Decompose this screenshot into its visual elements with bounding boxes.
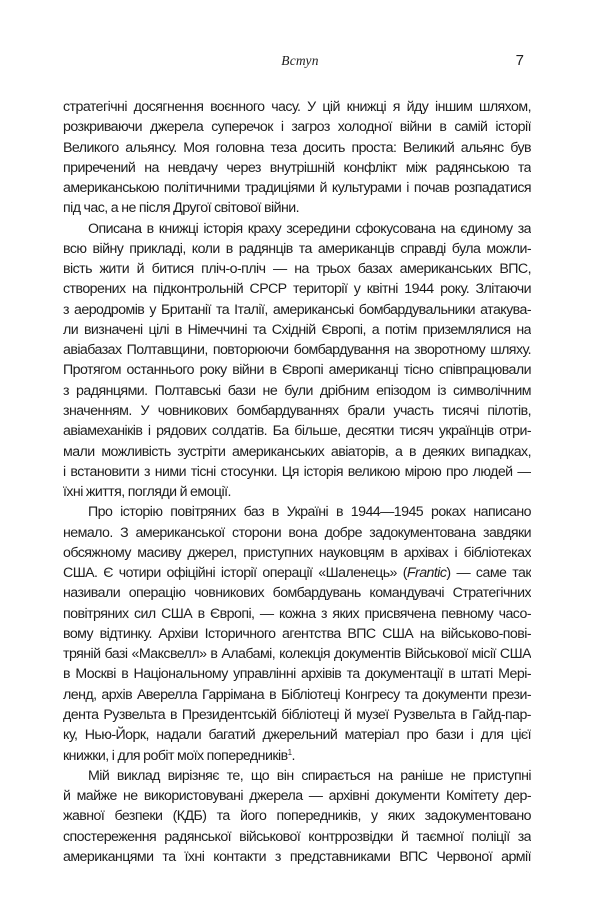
text-line: немало. З американської сторони вона добре задокументована завдяки xyxy=(63,524,531,541)
text-line: обсяжному масиву джерел, приступних науковцям в архівах і бібліотеках xyxy=(63,544,531,561)
paragraph-1 xyxy=(63,97,531,219)
text-line-with-footnote xyxy=(63,746,531,766)
text-line: Протягом останнього року війни в Європі американці тісно співпрацювали xyxy=(63,362,531,379)
text-line: приречений на невдачу через внутрішній конфлікт між радянською та xyxy=(63,159,531,176)
text-line: повітряних сил США в Європі, — кожна з яких присвячена певному часо- xyxy=(63,605,531,622)
text-line: називали операцію човникових бомбардувань командувачі Стратегічних xyxy=(63,585,531,602)
text-line: авіабазах Полтавщини, повторюючи бомбардування на зворотному шляху. xyxy=(63,342,531,359)
text-line: стратегічні досягнення воєнного часу. У цій книжці я йду іншим шляхом, xyxy=(63,99,531,115)
paragraph-4 xyxy=(63,766,531,867)
text-line: Великого альянсу. Моя головна теза досить проста: Великий альянс був xyxy=(63,139,531,156)
text-line: всю війну прикладі, коли в радянців та американців справді була можли- xyxy=(63,240,531,257)
page-number: 7 xyxy=(515,52,524,69)
text-line: вому відтинку. Архіви Історичного агентства ВПС США на військово-пові- xyxy=(63,625,531,642)
text-line: з радянцями. Полтавські бази не були дрібним епізодом із символічним xyxy=(63,382,531,399)
text-line: Про історію повітряних баз в Україні в 1944—1945 роках написано xyxy=(88,504,531,521)
text-line: значенням. У човникових бомбардуваннях брали участь тисячі пілотів, xyxy=(63,402,531,419)
text-line: американською політичними традиціями й культурами і почав розпадатися xyxy=(63,180,531,197)
paragraph-2 xyxy=(63,219,531,503)
text-line: ли визначені цілі в Німеччині та Східній Європі, а потім приземлялися на xyxy=(63,321,531,338)
text-line: в Москві в Національному управлінні архівів та документації в штаті Мері- xyxy=(63,666,531,683)
text-line: Мій виклад вирізняє те, що він спирається на раніше не приступні xyxy=(88,767,531,784)
text-line: авіамеханіків і рядових солдатів. Ба більше, десятки тисяч українців отри- xyxy=(63,423,531,440)
text-line: з аеродромів у Британії та Італії, американські бомбардувальники атакува- xyxy=(63,301,531,318)
text-line: їхні життя, погляди й емоції. xyxy=(63,484,231,501)
running-header xyxy=(0,51,600,71)
text-line: тряній базі «Максвелл» в Алабамі, колекція документів Військової місії США xyxy=(63,646,531,663)
text-line: й майже не використовувані джерела — архівні документи Комітету дер- xyxy=(63,788,531,805)
text-line: Описана в книжці історія краху зсередини сфокусована на єдиному за xyxy=(88,220,531,237)
text-segment: ) — саме так xyxy=(446,565,531,582)
text-line: мали можливість зустріти американських авіаторів, а в деяких випадках, xyxy=(63,443,531,460)
text-line: і встановити з ними тісні стосунки. Ця історія великою мірою про людей — xyxy=(63,463,531,480)
text-line: під час, а не після Другої світової війни. xyxy=(63,200,299,217)
text-line: розкриваючи джерела суперечок і загроз холодної війни в самій історії xyxy=(63,119,531,136)
chapter-title: Вступ xyxy=(281,53,319,68)
text-line: створених на підконтрольній СРСР території у квітні 1944 року. Злітаючи xyxy=(63,281,531,298)
text-segment: книжки, і для робіт моїх попередників xyxy=(63,747,288,764)
text-line: жавної безпеки (КДБ) та його попередників, у яких задокументовано xyxy=(63,808,531,825)
paragraph-3 xyxy=(63,502,531,765)
text-line: дента Рузвельта в Президентській бібліотеці й музеї Рузвельта в Гайд-пар- xyxy=(63,706,531,723)
italic-term: Frantic xyxy=(406,565,447,582)
text-segment: США. Є чотири офіційні історії операції «Шаленець» ( xyxy=(63,565,407,582)
body-text xyxy=(63,97,531,867)
text-line: американцями та їхні контакти з представниками ВПС Червоної армії xyxy=(63,848,531,865)
text-line: спостереження радянської військової контррозвідки й таємної поліції за xyxy=(63,828,531,845)
text-segment: . xyxy=(291,747,295,764)
text-line: ленд, архів Аверелла Гаррімана в Бібліотеці Конгресу та документи прези- xyxy=(63,686,531,703)
text-line: ку, Нью-Йорк, надали багатий джерельний матеріал про бази і для цієї xyxy=(63,727,531,744)
text-line-with-italic xyxy=(63,563,531,583)
text-line: вість жити й битися пліч-о-пліч — на трьох базах американських ВПС, xyxy=(63,261,531,278)
footnote-marker[interactable]: 1 xyxy=(287,747,292,757)
